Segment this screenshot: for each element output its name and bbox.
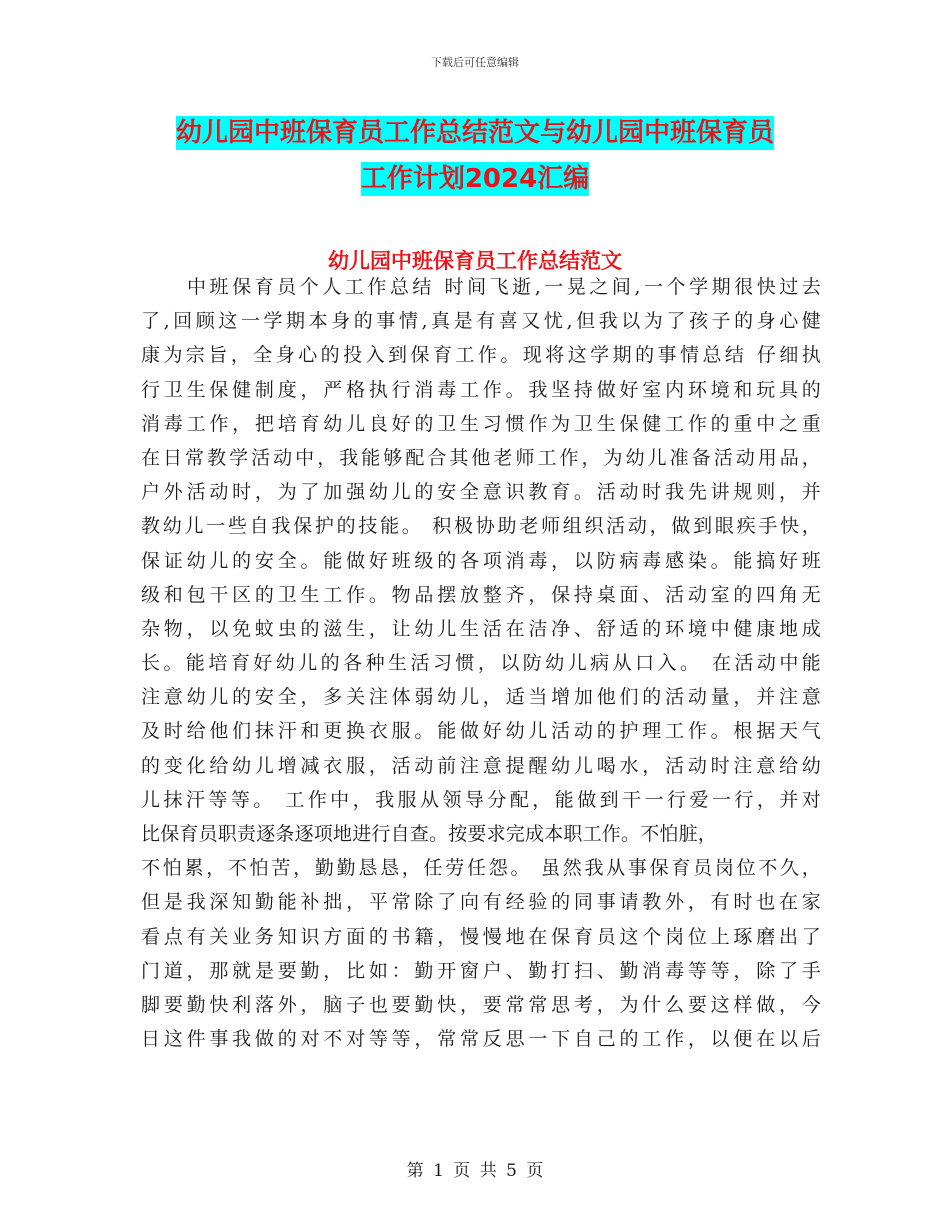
body-text-line: 门道，那就是要勤，比如：勤开窗户、勤打扫、勤消毒等等，除了手 bbox=[141, 959, 821, 982]
body-text-line: 看点有关业务知识方面的书籍，慢慢地在保育员这个岗位上琢磨出了 bbox=[141, 925, 821, 948]
body-text-line: 了,回顾这一学期本身的事情,真是有喜又忧,但我以为了孩子的身心健 bbox=[141, 310, 821, 333]
body-text-line: 教幼儿一些自我保护的技能。 积极协助老师组织活动，做到眼疾手快， bbox=[141, 515, 821, 538]
document-title-line-2: 工作计划2024汇编 bbox=[360, 164, 590, 194]
body-text-line: 但是我深知勤能补拙，平常除了向有经验的同事请教外，有时也在家 bbox=[141, 891, 821, 914]
section-heading: 幼儿园中班保育员工作总结范文 bbox=[328, 249, 622, 273]
body-text-line: 及时给他们抹汗和更换衣服。能做好幼儿活动的护理工作。根据天气 bbox=[141, 720, 821, 743]
body-text-line: 脚要勤快利落外，脑子也要勤快，要常常思考，为什么要这样做，今 bbox=[141, 993, 821, 1016]
body-text-line: 级和包干区的卫生工作。物品摆放整齐，保持桌面、活动室的四角无 bbox=[141, 583, 821, 606]
body-text-line: 比保育员职责逐条逐项地进行自查。按要求完成本职工作。不怕脏， bbox=[141, 823, 718, 845]
document-title bbox=[140, 110, 810, 202]
page-number-footer: 第 1 页 共 5 页 bbox=[406, 1161, 544, 1181]
document-title-line-1: 幼儿园中班保育员工作总结范文与幼儿园中班保育员 bbox=[175, 118, 774, 148]
body-text-line: 日这件事我做的对不对等等，常常反思一下自己的工作，以便在以后 bbox=[141, 1028, 821, 1051]
body-text-line: 中班保育员个人工作总结 时间飞逝,一晃之间,一个学期很快过去 bbox=[187, 276, 821, 298]
body-text-line: 户外活动时，为了加强幼儿的安全意识教育。活动时我先讲规则，并 bbox=[141, 481, 821, 504]
body-text-line: 保证幼儿的安全。能做好班级的各项消毒，以防病毒感染。能搞好班 bbox=[141, 549, 821, 572]
body-text-line: 不怕累，不怕苦，勤勤恳恳，任劳任怨。 虽然我从事保育员岗位不久， bbox=[141, 857, 821, 880]
body-paragraph bbox=[141, 270, 821, 1056]
body-text-line: 消毒工作，把培育幼儿良好的卫生习惯作为卫生保健工作的重中之重 bbox=[141, 412, 821, 435]
body-text-line: 在日常教学活动中，我能够配合其他老师工作，为幼儿准备活动用品， bbox=[141, 446, 821, 469]
body-text-line: 长。能培育好幼儿的各种生活习惯，以防幼儿病从口入。 在活动中能 bbox=[141, 652, 821, 675]
body-text-line: 康为宗旨，全身心的投入到保育工作。现将这学期的事情总结 仔细执 bbox=[141, 344, 821, 367]
body-text-line: 注意幼儿的安全，多关注体弱幼儿，适当增加他们的活动量，并注意 bbox=[141, 686, 821, 709]
body-text-line: 行卫生保健制度，严格执行消毒工作。我坚持做好室内环境和玩具的 bbox=[141, 378, 821, 401]
body-text-line: 的变化给幼儿增减衣服，活动前注意提醒幼儿喝水，活动时注意给幼 bbox=[141, 754, 821, 777]
body-text-line: 杂物，以免蚊虫的滋生，让幼儿生活在洁净、舒适的环境中健康地成 bbox=[141, 617, 821, 640]
body-text-line: 儿抹汗等等。 工作中，我服从领导分配，能做到干一行爱一行，并对 bbox=[141, 788, 821, 811]
page-header-note: 下载后可任意编辑 bbox=[431, 56, 519, 69]
